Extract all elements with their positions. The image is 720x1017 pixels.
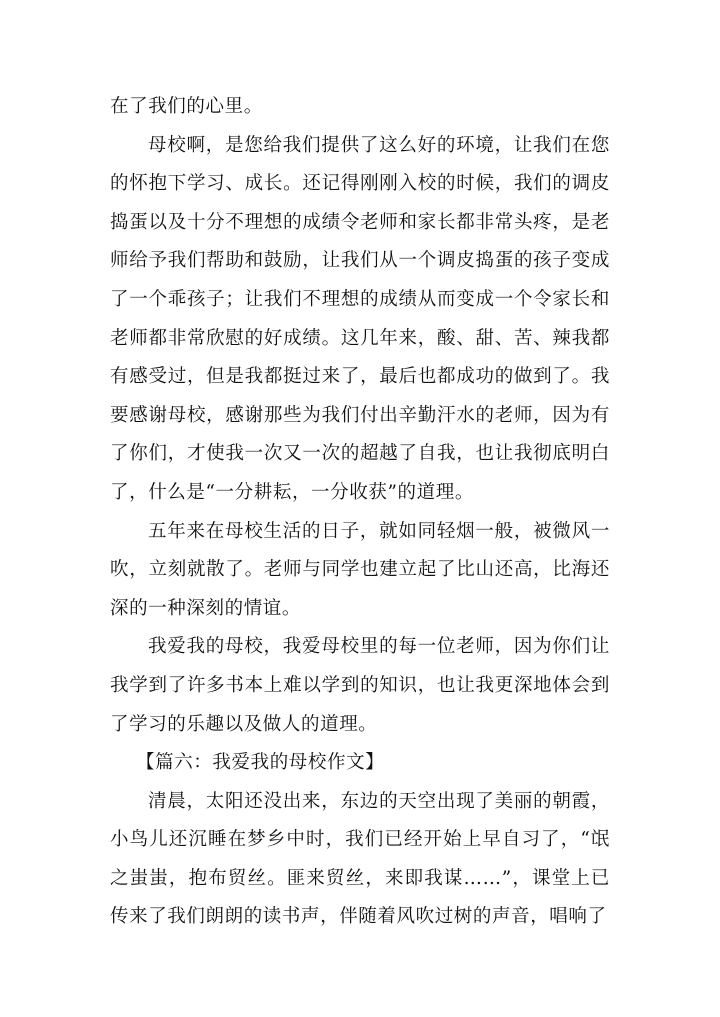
paragraph-love-school: 我爱我的母校，我爱母校里的每一位老师，因为你们让我学到了许多书本上难以学到的知识，也让我更深地体会到了学习的乐趣以及做人的道理。 <box>110 636 610 735</box>
paragraph-five-years: 五年来在母校生活的日子，就如同轻烟一般，被微风一吹，立刻就散了。老师与同学也建立起了比山还高，比海还深的一种深刻的情谊。 <box>110 520 610 619</box>
paragraph-gratitude: 母校啊，是您给我们提供了这么好的环境，让我们在您的怀抱下学习、成长。还记得刚刚入校的时候，我们的调皮捣蛋以及十分不理想的成绩令老师和家长都非常头疼，是老师给予我们帮助和鼓励，让我们从一个调皮捣蛋的孩子变成了一个乖孩子；让我们不理想的成绩从而变成一个令家长和老师都非常欣慰的好成绩。这几年来，酸、甜、苦、辣我都有感受过，但是我都挺过来了，最后也都成功的做到了。我要感谢母校，感谢那些为我们付出辛勤汗水的老师，因为有了你们，才使我一次又一次的超越了自我，也让我彻底明白了，什么是“一分耕耘，一分收获”的道理。 <box>110 134 610 503</box>
document-page <box>110 88 610 937</box>
paragraph-morning: 清晨，太阳还没出来，东边的天空出现了美丽的朝霞，小鸟儿还沉睡在梦乡中时，我们已经开始上早自习了，“氓之蚩蚩，抱布贸丝。匪来贸丝，来即我谋……”，课堂上已传来了我们朗朗的读书声，伴随着风吹过树的声音，唱响了 <box>110 790 610 928</box>
section-heading: 【篇六：我爱我的母校作文】 <box>136 752 385 774</box>
paragraph-continuation: 在了我们的心里。 <box>110 96 263 117</box>
